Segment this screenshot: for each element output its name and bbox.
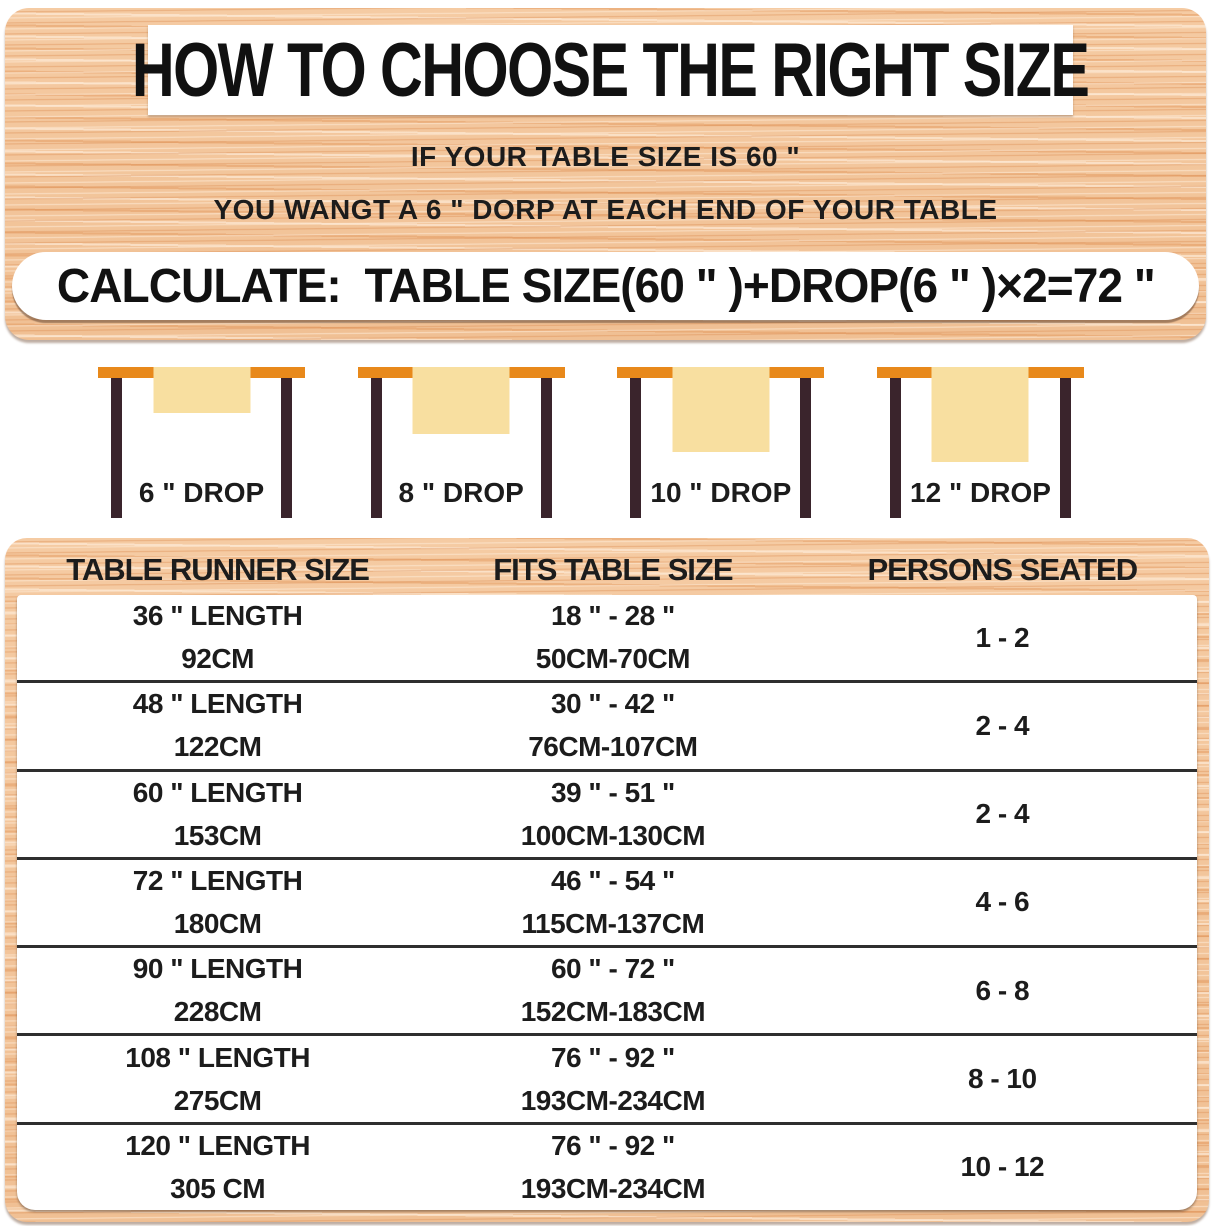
table-row — [17, 769, 1197, 857]
fits-size-cell — [418, 948, 807, 1033]
fits-size-cell — [418, 1125, 807, 1210]
drop-label: 6 " DROP — [138, 477, 265, 508]
title-banner — [132, 25, 1089, 115]
fits-cm: 193CM-234CM — [520, 1084, 706, 1116]
drop-label: 10 " DROP — [650, 477, 792, 508]
runner-length-inches: 48 " LENGTH — [132, 688, 303, 720]
persons-count: 1 - 2 — [975, 621, 1030, 653]
fits-size-cell — [418, 683, 807, 768]
persons-count: 4 - 6 — [975, 886, 1030, 918]
persons-count: 2 - 4 — [975, 798, 1030, 830]
header-persons-seated: PERSONS SEATED — [867, 551, 1138, 587]
size-table-body — [17, 595, 1197, 1210]
fits-size-cell — [418, 772, 807, 857]
runner-drop-graphic — [932, 367, 1029, 462]
runner-length-inches: 120 " LENGTH — [125, 1129, 310, 1161]
runner-length-cm: 92CM — [181, 643, 254, 675]
persons-cell — [808, 1036, 1197, 1121]
persons-cell — [808, 595, 1197, 680]
drop-label: 8 " DROP — [398, 477, 524, 508]
runner-length-cm: 122CM — [173, 731, 262, 763]
page-title: HOW TO CHOOSE THE RIGHT SIZE — [132, 27, 1089, 113]
fits-cm: 50CM-70CM — [535, 643, 690, 675]
runner-length-inches: 90 " LENGTH — [132, 953, 303, 985]
fits-inches: 46 " - 54 " — [550, 864, 675, 896]
persons-count: 8 - 10 — [967, 1063, 1037, 1095]
runner-length-cm: 305 CM — [170, 1172, 266, 1204]
runner-size-cell — [17, 860, 418, 945]
drop-diagram-10in — [617, 367, 824, 519]
drop-diagram-strip — [98, 367, 1084, 527]
header-fits-table-size: FITS TABLE SIZE — [493, 551, 733, 587]
persons-cell — [808, 1125, 1197, 1210]
runner-length-inches: 60 " LENGTH — [132, 776, 303, 808]
fits-inches: 76 " - 92 " — [550, 1129, 675, 1161]
persons-cell — [808, 683, 1197, 768]
runner-length-cm: 228CM — [173, 996, 262, 1028]
fits-cm: 76CM-107CM — [528, 731, 698, 763]
top-wood-panel — [5, 8, 1206, 340]
drop-label: 12 " DROP — [910, 477, 1051, 508]
fits-cm: 100CM-130CM — [520, 819, 706, 851]
calculate-banner — [12, 252, 1199, 320]
fits-inches: 60 " - 72 " — [550, 953, 675, 985]
runner-length-inches: 108 " LENGTH — [125, 1041, 310, 1073]
fits-size-cell — [418, 860, 807, 945]
size-table-header-row — [17, 538, 1197, 595]
drop-diagram-6in — [98, 367, 305, 519]
runner-size-cell — [17, 1125, 418, 1210]
persons-count: 6 - 8 — [975, 974, 1030, 1006]
fits-size-cell — [418, 1036, 807, 1121]
fits-cm: 193CM-234CM — [520, 1172, 706, 1204]
runner-drop-graphic — [672, 367, 769, 452]
fits-inches: 30 " - 42 " — [550, 688, 675, 720]
runner-size-cell — [17, 683, 418, 768]
runner-drop-graphic — [153, 367, 250, 413]
persons-cell — [808, 948, 1197, 1033]
runner-length-cm: 153CM — [173, 819, 262, 851]
runner-length-inches: 36 " LENGTH — [132, 600, 303, 632]
runner-length-cm: 180CM — [173, 907, 262, 939]
runner-size-cell — [17, 772, 418, 857]
persons-cell — [808, 860, 1197, 945]
fits-inches: 76 " - 92 " — [550, 1041, 675, 1073]
table-row — [17, 680, 1197, 768]
runner-size-cell — [17, 948, 418, 1033]
drop-diagram-8in — [358, 367, 565, 519]
table-row — [17, 1122, 1197, 1210]
subtitle-drop-advice: YOU WANGT A 6 " DORP AT EACH END OF YOUR TABLE — [213, 194, 998, 225]
persons-cell — [808, 772, 1197, 857]
runner-drop-graphic — [413, 367, 510, 434]
table-row — [17, 945, 1197, 1033]
persons-count: 10 - 12 — [960, 1151, 1045, 1183]
drop-diagram-12in — [877, 367, 1084, 519]
calculate-formula: CALCULATE: TABLE SIZE(60 " )+DROP(6 " )×2=72 " — [56, 259, 1155, 313]
header-table-runner-size: TABLE RUNNER SIZE — [66, 551, 369, 587]
fits-cm: 115CM-137CM — [521, 907, 705, 939]
runner-size-cell — [17, 1036, 418, 1121]
fits-inches: 18 " - 28 " — [550, 600, 675, 632]
fits-inches: 39 " - 51 " — [550, 776, 675, 808]
runner-length-cm: 275CM — [173, 1084, 262, 1116]
table-row — [17, 1033, 1197, 1121]
table-row — [17, 595, 1197, 680]
table-row — [17, 857, 1197, 945]
runner-length-inches: 72 " LENGTH — [132, 864, 303, 896]
fits-cm: 152CM-183CM — [520, 996, 706, 1028]
persons-count: 2 - 4 — [975, 709, 1030, 741]
fits-size-cell — [418, 595, 807, 680]
subtitle-table-size: IF YOUR TABLE SIZE IS 60 " — [410, 141, 801, 172]
size-table-panel — [5, 538, 1209, 1222]
runner-size-cell — [17, 595, 418, 680]
